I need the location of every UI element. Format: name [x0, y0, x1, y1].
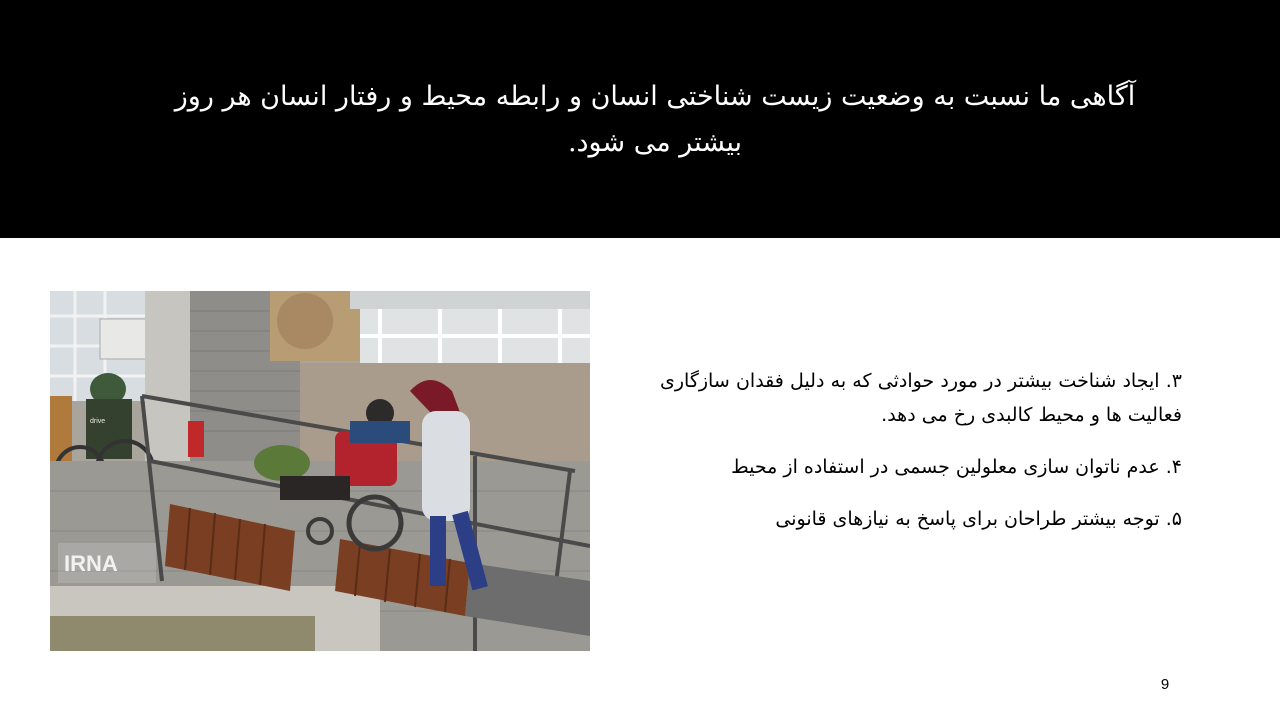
wheelchair-label: drive: [90, 418, 106, 425]
page-number: 9: [1160, 676, 1170, 693]
bullet-item-5: ۵. توجه بیشتر طراحان برای پاسخ به نیازهای قانونی: [775, 508, 1182, 530]
irna-watermark: IRNA: [64, 551, 118, 576]
bullet-item-4: ۴. عدم ناتوان سازی معلولین جسمی در استفاده از محیط: [731, 456, 1182, 478]
bullet-item-3: ۳. ایجاد شناخت بیشتر در مورد حوادثی که به دلیل فقدان سازگاری فعالیت ها و محیط کالبدی رخ می دهد.: [660, 370, 1182, 426]
slide-title: آگاهی ما نسبت به وضعیت زیست شناختی انسان و رابطه محیط و رفتار انسان هر روز بیشتر می شود.: [174, 81, 1136, 158]
bullet-list: [660, 364, 1182, 554]
wheelchair-ramp-photo: [50, 291, 590, 651]
